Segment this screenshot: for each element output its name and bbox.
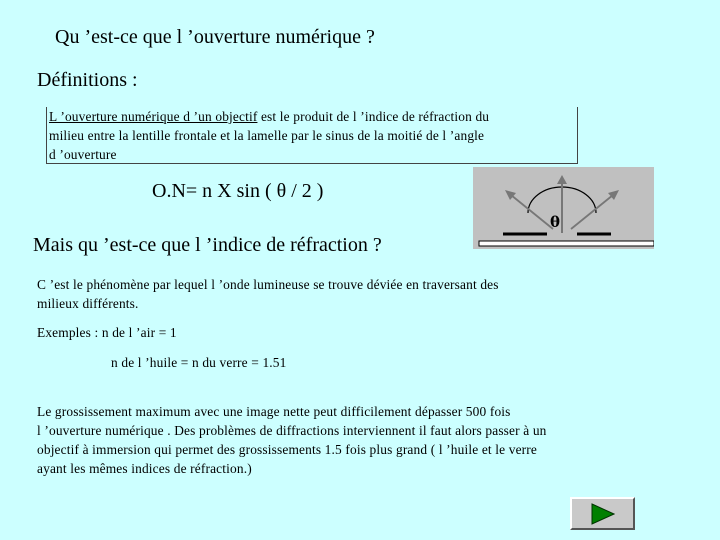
example-oil-glass: n de l ’huile = n du verre = 1.51 xyxy=(111,355,287,370)
definition-line-1-rest: est le produit de l ’indice de réfraction du xyxy=(257,109,490,124)
definition-term: L ’ouverture numérique d ’un objectif xyxy=(49,109,258,124)
slide-base xyxy=(479,241,654,246)
play-triangle-icon xyxy=(591,503,615,525)
refraction-explanation-line-1: C ’est le phénomène par lequel l ’onde lumineuse se trouve déviée en traversant des xyxy=(37,277,499,292)
definition-box xyxy=(46,107,578,164)
refraction-explanation-line-2: milieux différents. xyxy=(37,296,139,311)
magnification-line-3: objectif à immersion qui permet des grossissements 1.5 fois plus grand ( l ’huile et le verre xyxy=(37,442,537,457)
refraction-heading: Mais qu ’est-ce que l ’indice de réfraction ? xyxy=(33,234,382,256)
numerical-aperture-formula: O.N= n X sin ( θ / 2 ) xyxy=(152,180,324,202)
aperture-diagram-svg xyxy=(473,167,654,249)
magnification-line-2: l ’ouverture numérique . Des problèmes de diffractions interviennent il faut alors passer à un xyxy=(37,423,547,438)
theta-label: θ xyxy=(550,213,561,231)
definition-line-1 xyxy=(49,107,577,126)
definition-line-3: d ’ouverture xyxy=(49,147,117,162)
page-title: Qu ’est-ce que l ’ouverture numérique ? xyxy=(55,26,375,48)
magnification-line-4: ayant les mêmes indices de réfraction.) xyxy=(37,461,252,476)
aperture-angle-diagram xyxy=(473,167,654,249)
magnification-line-1: Le grossissement maximum avec une image nette peut difficilement dépasser 500 fois xyxy=(37,404,511,419)
next-slide-button[interactable] xyxy=(570,497,635,530)
definitions-heading: Définitions : xyxy=(37,69,138,91)
example-air: Exemples : n de l ’air = 1 xyxy=(37,325,177,340)
definition-line-2: milieu entre la lentille frontale et la lamelle par le sinus de la moitié de l ’angle xyxy=(49,128,485,143)
